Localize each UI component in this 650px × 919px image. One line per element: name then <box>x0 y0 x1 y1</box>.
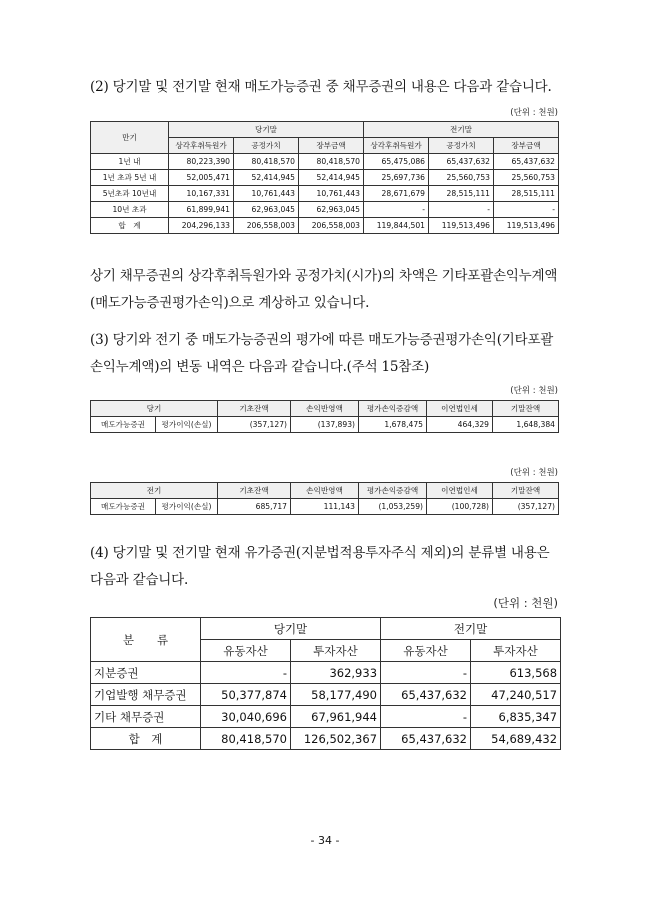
cell: 204,296,133 <box>169 218 234 234</box>
col-header: 이연법인세 <box>427 401 493 417</box>
cell: - <box>494 202 559 218</box>
cell: 80,418,570 <box>234 154 299 170</box>
cell: 65,437,632 <box>381 728 471 750</box>
cell: 65,437,632 <box>381 684 471 706</box>
row-label: 평가이익(손실) <box>156 499 218 515</box>
cell: 62,963,045 <box>234 202 299 218</box>
cell: 111,143 <box>291 499 359 515</box>
securities-classification-table <box>90 617 561 750</box>
col-header: 기초잔액 <box>218 401 291 417</box>
cell: - <box>381 662 471 684</box>
table-row <box>91 706 561 728</box>
section2-heading: (2) 당기말 및 전기말 현재 매도가능증권 중 채무증권의 내용은 다음과 같습니다. <box>90 79 552 95</box>
cell: 119,844,501 <box>364 218 429 234</box>
row-label: 기업발행 채무증권 <box>91 684 201 706</box>
cell: 613,568 <box>471 662 561 684</box>
table-total-row <box>91 728 561 750</box>
cell: 206,558,003 <box>234 218 299 234</box>
table-total-row <box>91 218 559 234</box>
col-header: 기말잔액 <box>493 483 559 499</box>
sub-header: 유동자산 <box>201 640 291 662</box>
row-label: 매도가능증권 <box>91 417 156 433</box>
col-class-header: 분 류 <box>91 618 201 662</box>
section4-heading: (4) 당기말 및 전기말 현재 유가증권(지분법적용투자주식 제외)의 분류별 내용은 다음과 같습니다. <box>90 545 550 588</box>
row-label: 1년 내 <box>91 154 169 170</box>
cell: 1,648,384 <box>493 417 559 433</box>
cell: 126,502,367 <box>291 728 381 750</box>
sub-header: 장부금액 <box>299 138 364 154</box>
cell: 47,240,517 <box>471 684 561 706</box>
cell: 58,177,490 <box>291 684 381 706</box>
col-header: 평가손익증감액 <box>359 483 427 499</box>
cell: - <box>201 662 291 684</box>
col-header: 기초잔액 <box>218 483 291 499</box>
cell: - <box>429 202 494 218</box>
table-row <box>91 170 559 186</box>
cell: 65,475,086 <box>364 154 429 170</box>
table-row <box>91 154 559 170</box>
cell: 25,560,753 <box>494 170 559 186</box>
row-label: 매도가능증권 <box>91 499 156 515</box>
cell: 80,418,570 <box>201 728 291 750</box>
period-header: 전기 <box>91 483 218 499</box>
valuation-current-table <box>90 400 559 433</box>
cell: 65,437,632 <box>429 154 494 170</box>
sub-header: 장부금액 <box>494 138 559 154</box>
group-current-header: 당기말 <box>169 122 364 138</box>
cell: 61,899,941 <box>169 202 234 218</box>
sub-header: 공정가치 <box>429 138 494 154</box>
cell: (357,127) <box>218 417 291 433</box>
section2-note: 상기 채무증권의 상각후취득원가와 공정가치(시가)의 차액은 기타포괄손익누계액(매도가능증권평가손익)으로 계상하고 있습니다. <box>90 268 558 311</box>
cell: 50,377,874 <box>201 684 291 706</box>
cell: 54,689,432 <box>471 728 561 750</box>
cell: 10,761,443 <box>234 186 299 202</box>
table-row <box>91 499 559 515</box>
col-maturity-header: 만기 <box>91 122 169 154</box>
cell: 30,040,696 <box>201 706 291 728</box>
cell: 362,933 <box>291 662 381 684</box>
sub-header: 상각후취득원가 <box>364 138 429 154</box>
cell: 119,513,496 <box>429 218 494 234</box>
group-prior-header: 전기말 <box>364 122 559 138</box>
col-header: 손익반영액 <box>291 483 359 499</box>
section4-unit: (단위 : 천원) <box>493 596 558 610</box>
table-row <box>91 186 559 202</box>
col-header: 손익반영액 <box>291 401 359 417</box>
row-label: 지분증권 <box>91 662 201 684</box>
table-row <box>91 417 559 433</box>
table-row <box>91 662 561 684</box>
row-label: 기타 채무증권 <box>91 706 201 728</box>
cell: (137,893) <box>291 417 359 433</box>
cell: 62,963,045 <box>299 202 364 218</box>
section2-unit: (단위 : 천원) <box>510 108 558 118</box>
period-header: 당기 <box>91 401 218 417</box>
cell: 6,835,347 <box>471 706 561 728</box>
cell: 10,167,331 <box>169 186 234 202</box>
cell: 28,515,111 <box>494 186 559 202</box>
row-label: 5년초과 10년내 <box>91 186 169 202</box>
cell: 80,223,390 <box>169 154 234 170</box>
page-number: - 34 - <box>310 834 340 847</box>
table-row <box>91 202 559 218</box>
debt-securities-table <box>90 121 559 234</box>
cell: 119,513,496 <box>494 218 559 234</box>
cell: 10,761,443 <box>299 186 364 202</box>
group-prior-header: 전기말 <box>381 618 561 640</box>
cell: 52,414,945 <box>234 170 299 186</box>
row-label: 10년 초과 <box>91 202 169 218</box>
cell: 65,437,632 <box>494 154 559 170</box>
group-current-header: 당기말 <box>201 618 381 640</box>
cell: 52,414,945 <box>299 170 364 186</box>
sub-header: 유동자산 <box>381 640 471 662</box>
row-label: 합 계 <box>91 218 169 234</box>
cell: (1,053,259) <box>359 499 427 515</box>
cell: 28,671,679 <box>364 186 429 202</box>
col-header: 기말잔액 <box>493 401 559 417</box>
row-label: 1년 초과 5년 내 <box>91 170 169 186</box>
cell: (100,728) <box>427 499 493 515</box>
col-header: 평가손익증감액 <box>359 401 427 417</box>
cell: - <box>364 202 429 218</box>
sub-header: 공정가치 <box>234 138 299 154</box>
cell: 52,005,471 <box>169 170 234 186</box>
cell: 67,961,944 <box>291 706 381 728</box>
section3-heading: (3) 당기와 전기 중 매도가능증권의 평가에 따른 매도가능증권평가손익(기타포괄손익누계액)의 변동 내역은 다음과 같습니다.(주석 15참조) <box>90 332 554 375</box>
cell: (357,127) <box>493 499 559 515</box>
section3-unit2: (단위 : 천원) <box>510 468 558 478</box>
cell: 80,418,570 <box>299 154 364 170</box>
sub-header: 상각후취득원가 <box>169 138 234 154</box>
cell: 25,697,736 <box>364 170 429 186</box>
valuation-prior-table <box>90 482 559 515</box>
cell: 25,560,753 <box>429 170 494 186</box>
sub-header: 투자자산 <box>471 640 561 662</box>
table-row <box>91 684 561 706</box>
cell: 28,515,111 <box>429 186 494 202</box>
row-label: 평가이익(손실) <box>156 417 218 433</box>
sub-header: 투자자산 <box>291 640 381 662</box>
cell: - <box>381 706 471 728</box>
col-header: 이연법인세 <box>427 483 493 499</box>
cell: 464,329 <box>427 417 493 433</box>
cell: 1,678,475 <box>359 417 427 433</box>
row-label: 합 계 <box>91 728 201 750</box>
cell: 206,558,003 <box>299 218 364 234</box>
section3-unit1: (단위 : 천원) <box>510 386 558 396</box>
cell: 685,717 <box>218 499 291 515</box>
